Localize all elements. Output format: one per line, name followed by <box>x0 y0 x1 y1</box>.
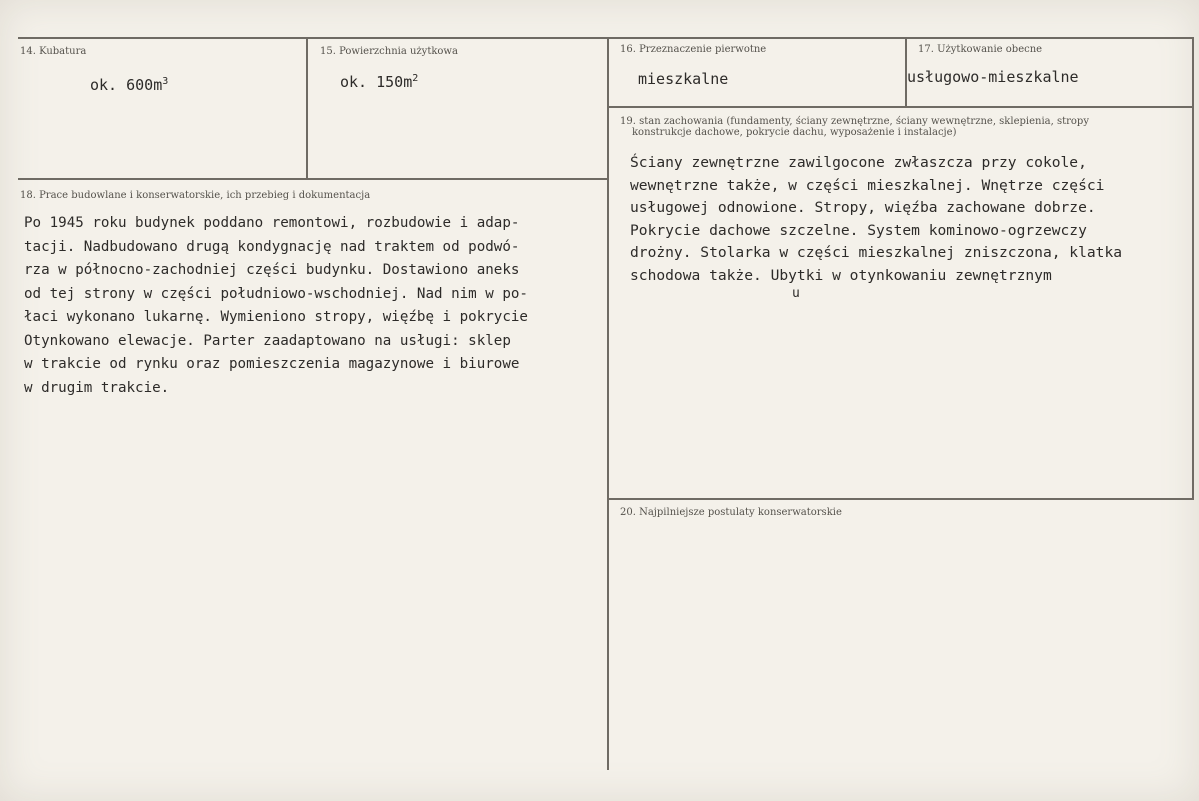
field15-label: 15. Powierzchnia użytkowa <box>320 46 458 57</box>
divider-center <box>607 37 609 770</box>
field18-line: w drugim trakcie. <box>24 379 170 396</box>
field14-value-exponent: 3 <box>162 76 169 87</box>
field19-line: Ściany zewnętrzne zawilgocone zwłaszcza przy cokole, <box>630 154 1087 171</box>
field18-line: tacji. Nadbudowano drugą kondygnację nad traktem od podwó- <box>24 238 520 255</box>
divider-row1-right <box>609 106 1194 108</box>
field15-value-text: ok. 150m <box>340 73 413 91</box>
field16-label: 16. Przeznaczenie pierwotne <box>620 44 767 55</box>
field17-label: 17. Użytkowanie obecne <box>918 44 1043 55</box>
field19-text <box>630 152 1122 287</box>
field20-label: 20. Najpilniejsze postulaty konserwatorskie <box>620 507 842 518</box>
field18-line: w trakcie od rynku oraz pomieszczenia magazynowe i biurowe <box>24 356 520 372</box>
field19-line: schodowa także. Ubytki w otynkowaniu zewnętrznym <box>630 266 1052 284</box>
field19-label-line1: 19. stan zachowania (fundamenty, ściany zewnętrzne, ściany wewnętrzne, sklepienia, stropy <box>620 116 1089 127</box>
field18-line: Po 1945 roku budynek poddano remontowi, rozbudowie i adap- <box>24 215 520 231</box>
field18-label: 18. Prace budowlane i konserwatorskie, ich przebieg i dokumentacja <box>20 190 371 201</box>
divider-field20 <box>609 498 1194 500</box>
field14-value <box>90 76 168 94</box>
field14-value-text: ok. 600m <box>90 76 163 94</box>
field19-stray-mark: u <box>792 286 800 301</box>
top-border-line <box>18 37 1194 39</box>
field17-value: usługowo-mieszkalne <box>907 68 1079 86</box>
field19-label-line2: konstrukcje dachowe, pokrycie dachu, wyposażenie i instalacje) <box>632 127 957 138</box>
field18-line: Otynkowano elewacje. Parter zaadaptowano na usługi: sklep <box>24 332 511 349</box>
field18-line: od tej strony w części południowo-wschodniej. Nad nim w po- <box>24 285 528 302</box>
divider-row1-left <box>18 178 608 180</box>
field14-label: 14. Kubatura <box>20 46 87 57</box>
field19-line: usługowej odnowione. Stropy, więźba zachowane dobrze. <box>630 199 1096 216</box>
field16-value: mieszkalne <box>638 70 729 88</box>
right-border-line <box>1192 37 1194 499</box>
field18-line: rza w północno-zachodniej części budynku. Dostawiono aneks <box>24 262 520 278</box>
field15-value-exponent: 2 <box>412 73 419 84</box>
divider-14-15 <box>306 37 308 179</box>
field19-line: wewnętrzne także, w części mieszkalnej. Wnętrze części <box>630 176 1105 194</box>
field15-value <box>340 73 418 91</box>
field18-text <box>24 212 528 400</box>
field19-line: drożny. Stolarka w części mieszkalnej zniszczona, klatka <box>630 244 1123 261</box>
field19-line: Pokrycie dachowe szczelne. System kominowo-ogrzewczy <box>630 221 1087 239</box>
field18-line: łaci wykonano lukarnę. Wymieniono stropy, więźbę i pokrycie <box>24 309 528 325</box>
